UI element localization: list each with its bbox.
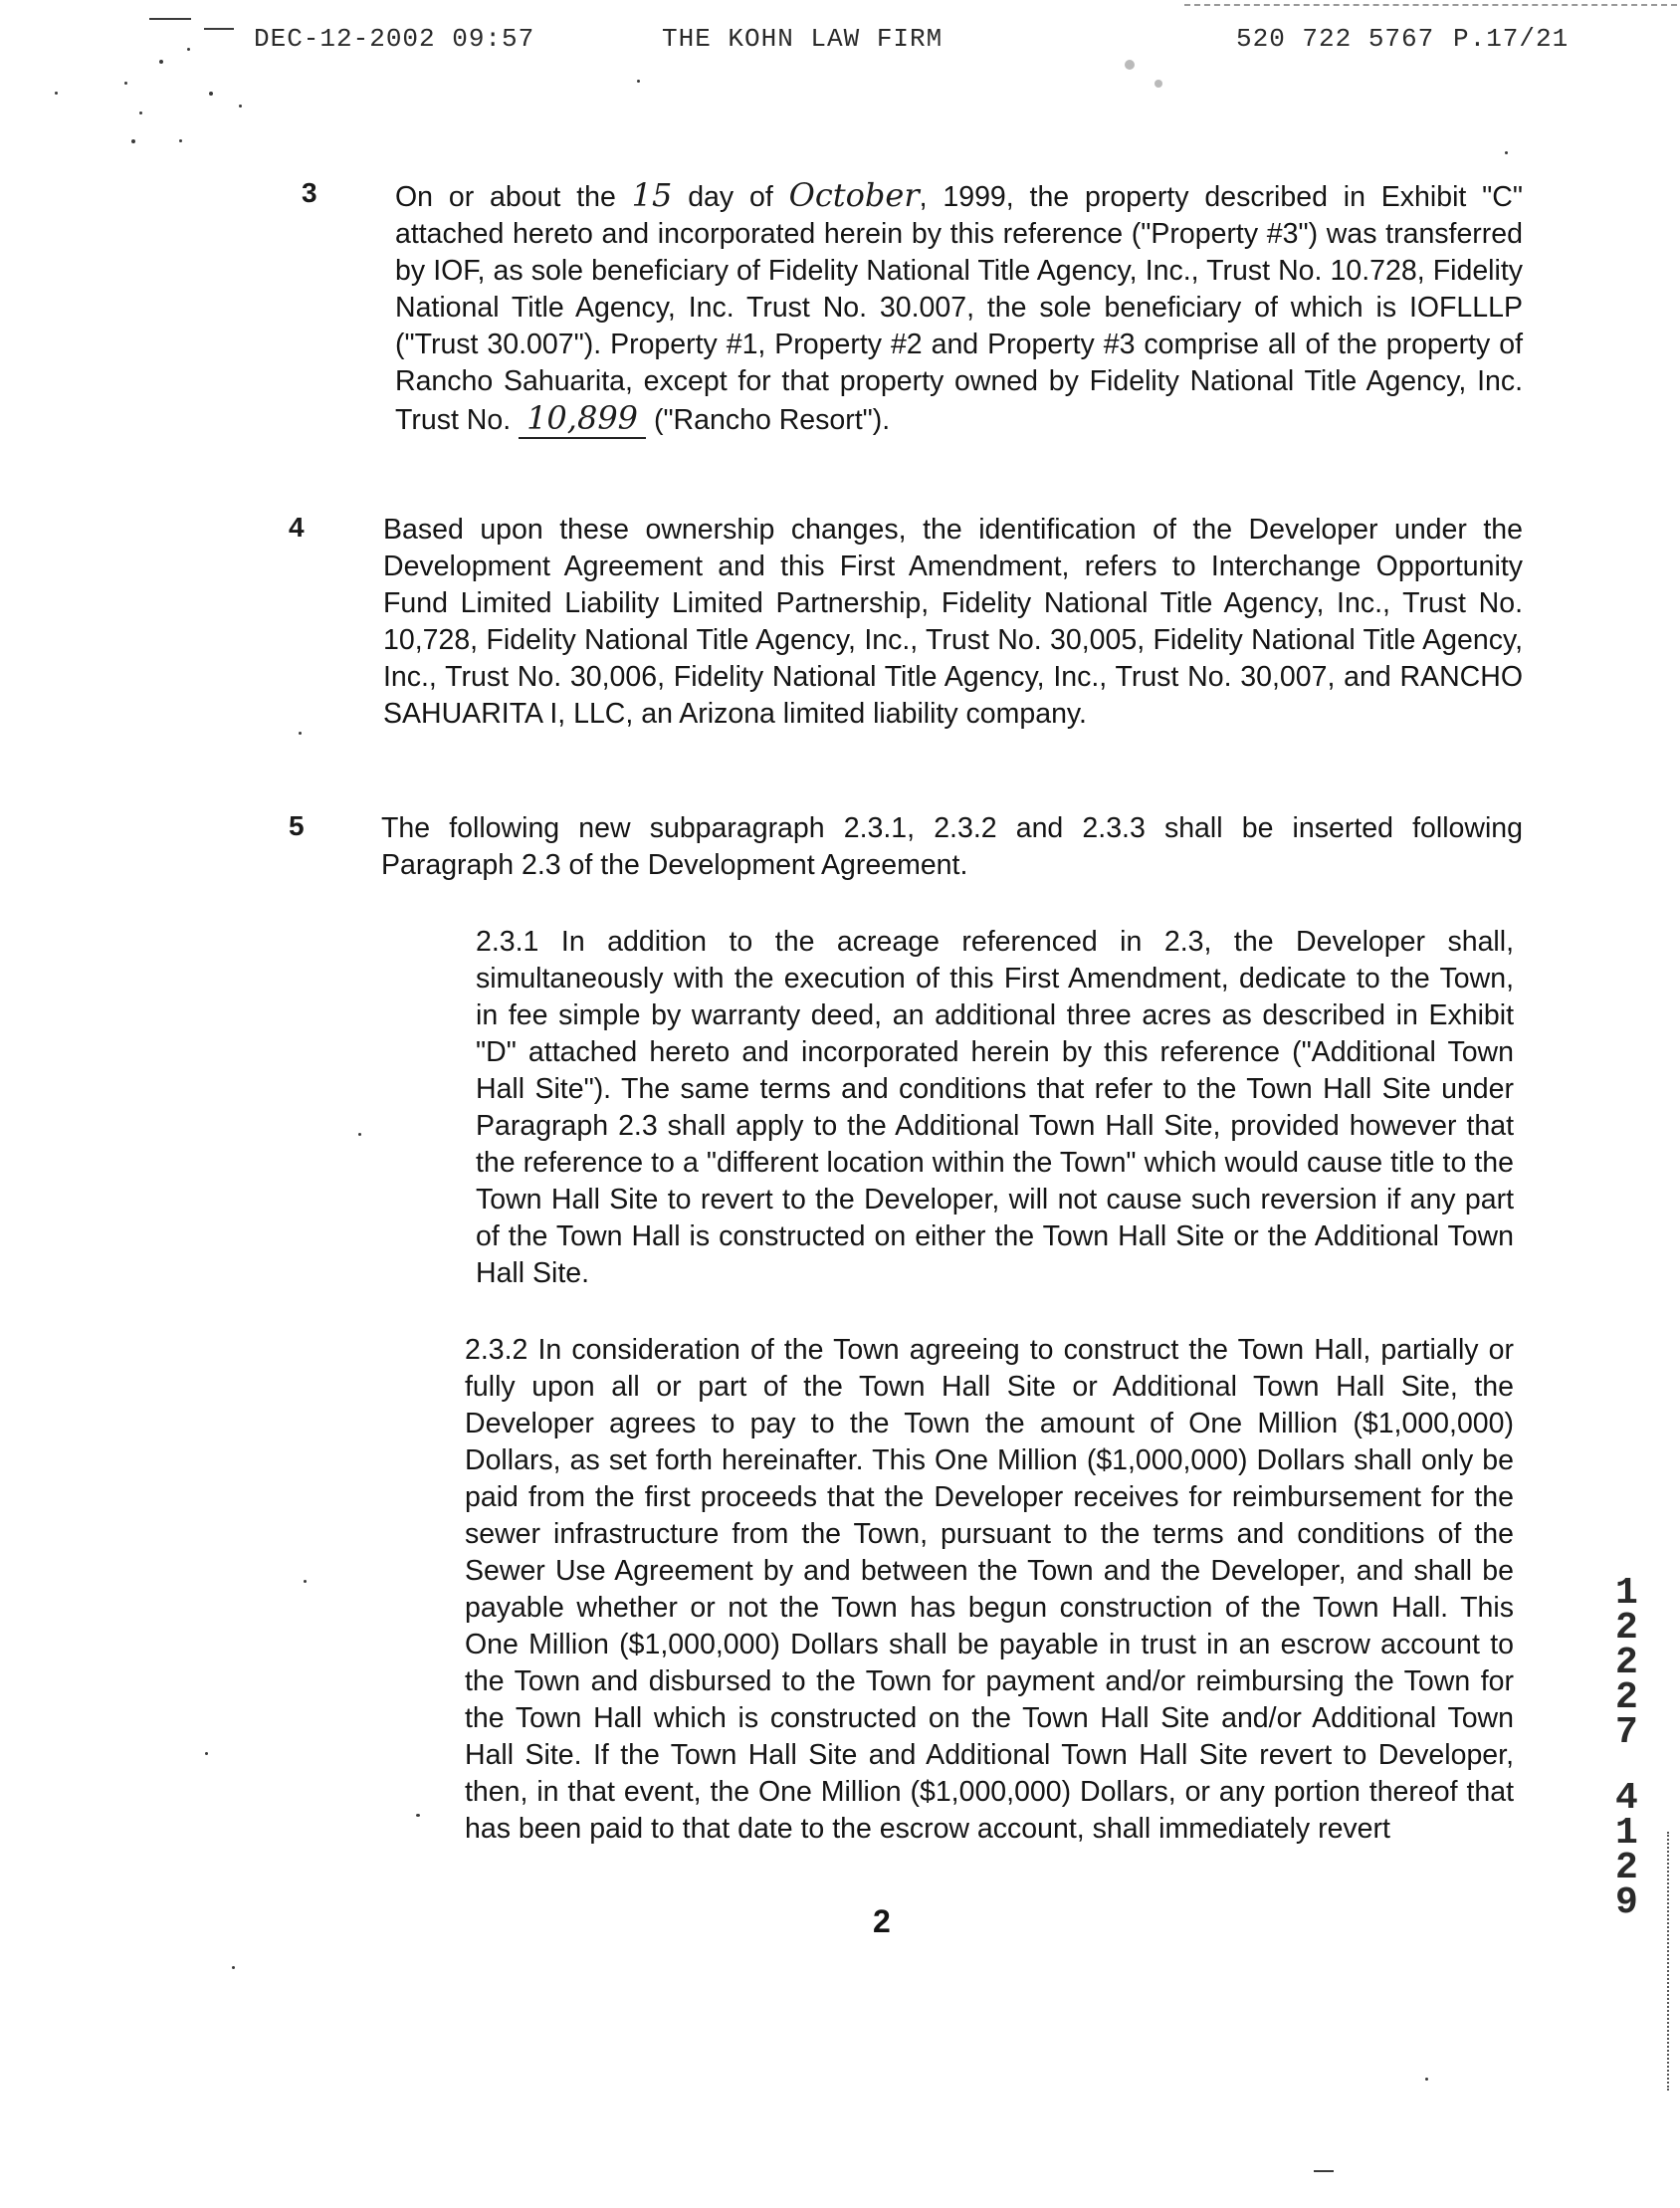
subparagraph-2-3-2: 2.3.2 In consideration of the Town agreeing to construct the Town Hall, partially or fully upon all or part of the Town Hall Site or Additional Town Hall Site, the Developer agrees to pay to the Town the amount of One Million ($1,000,000) Dollars, as set forth hereinafter. This One Million ($1,000,000) Dollars shall only be paid from the first proceeds that the Developer receives for reimbursement for the sewer infrastructure from the Town, pursuant to the terms and conditions of the Sewer Use Agreement by and between the Town and the Developer, and shall be payable whether or not the Town has begun construction of the Town Hall. This One Million ($1,000,000) Dollars shall be payable in trust in an escrow account to the Town and disbursed to the Town for payment and/or reimbursing the Town for the Town Hall which is constructed on the Town Hall Site and/or Additional Town Hall Site. If the Town Hall Site and Additional Town Hall Site revert to Developer, then, in that event, the One Million ($1,000,000) Dollars, or any portion thereof that has been paid to that date to the escrow account, shall immediately revert — [465, 1334, 1514, 1845]
stamp-digit: 2 — [1615, 1847, 1638, 1889]
stamp-digit: 9 — [1615, 1881, 1638, 1924]
page-number: 2 — [873, 1903, 891, 1939]
paragraph-number: 5 — [289, 810, 305, 841]
stamp-digit: 1 — [1615, 1572, 1638, 1615]
paragraph-text: , 1999, the property described in Exhibit "C" attached hereto and incorporated herein by this reference ("Property #3") was transferred by IOF, as sole beneficiary of Fidelity National Title Agency, Inc., Trust No. 10.728, Fidelity National Title Agency, Inc. Trust No. 30.007, the sole beneficiary of which is IOFLLLP ("Trust 30.007"). Property #1, Property #2 and Property #3 comprise all of the property of Rancho Sahuarita, except for that property owned by Fidelity National Title Agency, Inc. Trust No. — [395, 181, 1523, 436]
subparagraph-2-3-1: 2.3.1 In addition to the acreage referenced in 2.3, the Developer shall, simultaneously with the execution of this First Amendment, dedicate to the Town, in fee simple by warranty deed, an additional three acres as described in Exhibit "D" attached hereto and incorporated herein by this reference ("Additional Town Hall Site"). The same terms and conditions that refer to the Town Hall Site under Paragraph 2.3 shall apply to the Additional Town Hall Site, provided however that the reference to a "different location within the Town" which would cause title to the Town Hall Site to revert to the Developer, will not cause such reversion if any part of the Town Hall is constructed on either the Town Hall Site or the Additional Town Hall Site. — [476, 926, 1514, 1289]
fax-page-indicator: P.17/21 — [1453, 24, 1570, 54]
paragraph-text: On or about the — [395, 181, 632, 213]
paragraph-3 — [395, 177, 1523, 439]
paragraph-number: 3 — [302, 177, 317, 208]
fax-phone-number: 520 722 5767 — [1236, 24, 1435, 54]
paragraph-text: ("Rancho Resort"). — [646, 404, 891, 436]
stamp-digit: 7 — [1615, 1711, 1638, 1754]
stamp-digit: 2 — [1615, 1607, 1638, 1650]
stamp-digit: 2 — [1615, 1642, 1638, 1684]
handwritten-trust-number: 10,899 — [519, 400, 646, 439]
paragraph-text: day of — [672, 181, 789, 213]
stamp-digit: 4 — [1615, 1777, 1638, 1820]
stamp-digit: 1 — [1615, 1812, 1638, 1855]
paragraph-5: The following new subparagraph 2.3.1, 2.3.2 and 2.3.3 shall be inserted following Paragraph 2.3 of the Development Agreement. — [381, 812, 1523, 881]
paragraph-4: Based upon these ownership changes, the identification of the Developer under the Development Agreement and this First Amendment, refers to Interchange Opportunity Fund Limited Liability Limited Partnership, Fidelity National Title Agency, Inc., Trust No. 10,728, Fidelity National Title Agency, Inc., Trust No. 30,005, Fidelity National Title Agency, Inc., Trust No. 30,006, Fidelity National Title Agency, Inc., Trust No. 30,007, and RANCHO SAHUARITA I, LLC, an Arizona limited liability company. — [383, 514, 1523, 730]
handwritten-month: October — [788, 176, 920, 214]
fax-date-time: DEC-12-2002 09:57 — [254, 24, 535, 54]
handwritten-day: 15 — [631, 176, 673, 214]
paragraph-number: 4 — [289, 512, 305, 543]
fax-sender: THE KOHN LAW FIRM — [662, 24, 944, 54]
stamp-digit: 2 — [1615, 1676, 1638, 1719]
